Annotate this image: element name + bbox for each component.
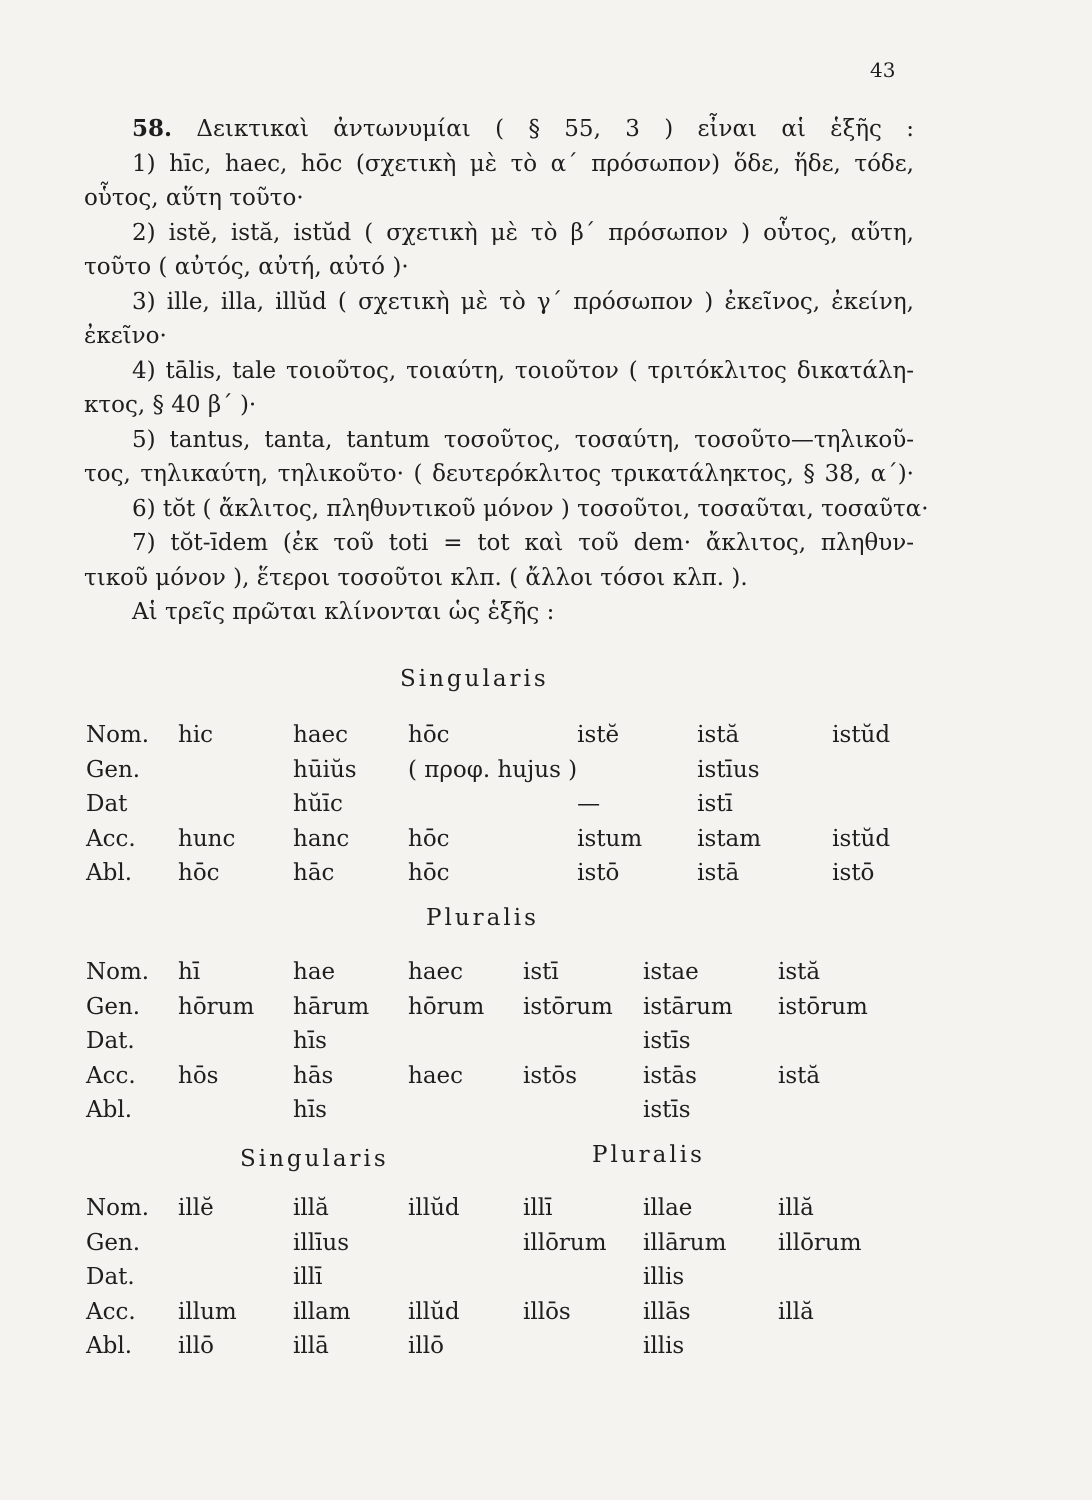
table-row: [86, 990, 913, 1025]
form-cell: [778, 1093, 913, 1128]
form-cell: istōrum: [778, 993, 868, 1020]
text-line: οὗτος, αὕτη τοῦτο·: [84, 185, 304, 211]
form-cell: istĕ: [577, 722, 620, 749]
form-cell: [523, 1093, 643, 1128]
form-cell: hārum: [293, 993, 370, 1020]
form-cell: istum: [577, 825, 643, 852]
form-cell: [577, 753, 697, 788]
text-line: ἐκεῖνο·: [84, 323, 167, 349]
table-row: [86, 1024, 913, 1059]
form-cell: illās: [643, 1298, 691, 1325]
form-cell: hāc: [293, 860, 335, 887]
form-cell: illae: [643, 1195, 693, 1222]
form-cell: istōrum: [523, 993, 613, 1020]
case-label: Gen.: [86, 993, 141, 1020]
form-cell: illī: [293, 1264, 323, 1291]
form-cell: istŭd: [832, 825, 891, 852]
form-cell: [178, 753, 293, 788]
form-cell: illŭd: [408, 1298, 460, 1325]
table-row: [86, 1191, 913, 1226]
form-cell: [523, 1024, 643, 1059]
form-cell: hī: [178, 959, 201, 986]
pluralis-heading: Pluralis: [426, 905, 539, 931]
text-line: Αἱ τρεῖς πρῶται κλίνονται ὡς ἑξῆς :: [132, 599, 555, 625]
form-cell: illă: [778, 1298, 814, 1325]
form-cell: illārum: [643, 1229, 727, 1256]
form-cell: illĕ: [178, 1195, 214, 1222]
hic-iste-plural-table: [86, 955, 913, 1128]
form-cell: hōc: [178, 860, 220, 887]
table-row: [86, 822, 967, 857]
form-cell: [523, 1260, 643, 1295]
paragraph-intro: Δεικτικαὶ ἀντωνυμίαι ( § 55, 3 ) εἶναι αἱ ἑξῆς :: [196, 116, 915, 142]
form-cell: istă: [778, 1062, 821, 1089]
form-cell: hic: [178, 722, 214, 749]
form-cell: hōc: [408, 825, 450, 852]
case-label: Abl.: [86, 860, 132, 887]
form-cell: hōs: [178, 1062, 219, 1089]
form-cell: hīs: [293, 1028, 327, 1055]
form-cell: istīs: [643, 1097, 691, 1124]
text-line: 7) tŏt-īdem (ἐκ τοῦ toti = tot καὶ τοῦ dem· ἄκλιτος, πληθυν-: [132, 530, 914, 556]
form-cell: hōc: [408, 722, 450, 749]
form-cell: [778, 1024, 913, 1059]
form-cell: illă: [293, 1195, 329, 1222]
case-label: Acc.: [86, 825, 136, 852]
form-cell: illī: [523, 1195, 553, 1222]
text-line: 2) istĕ, istă, istŭd ( σχετικὴ μὲ τὸ β΄ πρόσωπον ) οὗτος, αὕτη,: [132, 219, 914, 246]
form-cell: illŭd: [408, 1195, 460, 1222]
table-row: [86, 1260, 913, 1295]
case-label: Dat.: [86, 1028, 135, 1055]
text-line: 6) tŏt ( ἄκλιτος, πληθυντικοῦ μόνον ) τοσοῦτοι, τοσαῦται, τοσαῦτα·: [132, 495, 929, 522]
form-cell: istās: [643, 1062, 697, 1089]
form-cell: [178, 1024, 293, 1059]
case-label: Nom.: [86, 722, 150, 749]
text-line: 3) ille, illa, illŭd ( σχετικὴ μὲ τὸ γ΄ πρόσωπον ) ἐκεῖνος, ἐκείνη,: [132, 288, 914, 315]
form-cell: hanc: [293, 825, 350, 852]
form-cell: [408, 1260, 523, 1295]
form-cell: [408, 1093, 523, 1128]
table-row: [86, 955, 913, 990]
form-cell: istī: [523, 959, 559, 986]
form-cell: istōs: [523, 1062, 578, 1089]
form-cell: hōrum: [408, 993, 485, 1020]
form-cell: haec: [293, 722, 349, 749]
form-cell: [778, 1260, 913, 1295]
table-row: [86, 718, 967, 753]
form-cell: hunc: [178, 825, 236, 852]
case-label: Nom.: [86, 1195, 150, 1222]
form-cell: illă: [778, 1195, 814, 1222]
form-cell: [408, 1024, 523, 1059]
form-cell: illīus: [293, 1229, 350, 1256]
pluralis-heading: Pluralis: [592, 1142, 705, 1168]
table-row: [86, 1329, 913, 1364]
form-cell: illum: [178, 1298, 237, 1325]
form-cell: istae: [643, 959, 699, 986]
case-label: Acc.: [86, 1062, 136, 1089]
paragraph-number: 58.: [132, 115, 173, 142]
table-row: [86, 1226, 913, 1261]
form-cell: [408, 1226, 523, 1261]
form-cell: [178, 1226, 293, 1261]
form-cell: haec: [408, 1062, 464, 1089]
text-line: 5) tantus, tanta, tantum τοσοῦτος, τοσαύτη, τοσοῦτο—τηλικοῦ-: [132, 426, 914, 453]
form-cell: [523, 1329, 643, 1364]
text-line: κτος, § 40 β΄ )·: [84, 392, 257, 418]
case-label: Abl.: [86, 1097, 132, 1124]
form-cell: haec: [408, 959, 464, 986]
table-row: [86, 1093, 913, 1128]
form-cell: istī: [697, 791, 733, 818]
singularis-heading: Singularis: [240, 1146, 389, 1172]
singularis-heading: Singularis: [400, 666, 549, 692]
form-cell: [178, 1093, 293, 1128]
form-cell: illō: [408, 1333, 444, 1360]
form-cell: hōrum: [178, 993, 255, 1020]
form-cell: [832, 753, 967, 788]
form-cell: hās: [293, 1062, 334, 1089]
form-cell: istŭd: [832, 722, 891, 749]
hic-iste-singular-table: [86, 718, 967, 891]
form-cell: istam: [697, 825, 762, 852]
case-label: Dat.: [86, 1264, 135, 1291]
form-cell: [178, 787, 293, 822]
form-cell: —: [577, 791, 601, 818]
case-label: Dat: [86, 791, 128, 818]
form-cell: illōs: [523, 1298, 571, 1325]
form-cell: hōc: [408, 860, 450, 887]
form-cell: istă: [697, 722, 740, 749]
case-label: Gen.: [86, 1229, 141, 1256]
table-row: [86, 753, 967, 788]
form-cell: illam: [293, 1298, 351, 1325]
form-cell: illō: [178, 1333, 214, 1360]
table-row: [86, 787, 967, 822]
paragraph-intro-line: [84, 112, 914, 147]
form-cell: [178, 1260, 293, 1295]
case-label: Abl.: [86, 1333, 132, 1360]
table-row: [86, 1059, 913, 1094]
form-cell: istīus: [697, 756, 760, 783]
case-label: Gen.: [86, 756, 141, 783]
form-cell: illis: [643, 1264, 685, 1291]
form-cell: istă: [778, 959, 821, 986]
form-cell: ( προφ. hujus ): [408, 756, 578, 783]
form-cell: hŭīc: [293, 791, 343, 818]
form-cell: illā: [293, 1333, 329, 1360]
text-line: 4) tālis, tale τοιοῦτος, τοιαύτη, τοιοῦτον ( τριτόκλιτος δικατάλη-: [132, 357, 914, 384]
table-row: [86, 1295, 913, 1330]
form-cell: istā: [697, 860, 740, 887]
form-cell: [778, 1329, 913, 1364]
form-cell: [408, 787, 577, 822]
text-line: τικοῦ μόνον ), ἕτεροι τοσοῦτοι κλπ. ( ἄλλοι τόσοι κλπ. ).: [84, 564, 748, 591]
form-cell: hūiŭs: [293, 756, 357, 783]
table-row: [86, 856, 967, 891]
ille-table: [86, 1191, 913, 1364]
paragraph-58: [84, 112, 929, 630]
form-cell: illis: [643, 1333, 685, 1360]
form-cell: illōrum: [523, 1229, 607, 1256]
form-cell: istō: [832, 860, 875, 887]
form-cell: istō: [577, 860, 620, 887]
page-number: 43: [870, 58, 896, 82]
text-line: 1) hīc, haec, hōc (σχετικὴ μὲ τὸ α΄ πρόσωπον) ὅδε, ἥδε, τόδε,: [132, 150, 914, 177]
text-line: τος, τηλικαύτη, τηλικοῦτο· ( δευτερόκλιτος τρικατάληκτος, § 38, α΄)·: [84, 461, 914, 487]
form-cell: [832, 787, 967, 822]
case-label: Nom.: [86, 959, 150, 986]
form-cell: hae: [293, 959, 336, 986]
form-cell: illōrum: [778, 1229, 862, 1256]
form-cell: istīs: [643, 1028, 691, 1055]
form-cell: istārum: [643, 993, 733, 1020]
case-label: Acc.: [86, 1298, 136, 1325]
form-cell: hīs: [293, 1097, 327, 1124]
text-line: τοῦτο ( αὐτός, αὐτή, αὐτό )·: [84, 254, 409, 280]
